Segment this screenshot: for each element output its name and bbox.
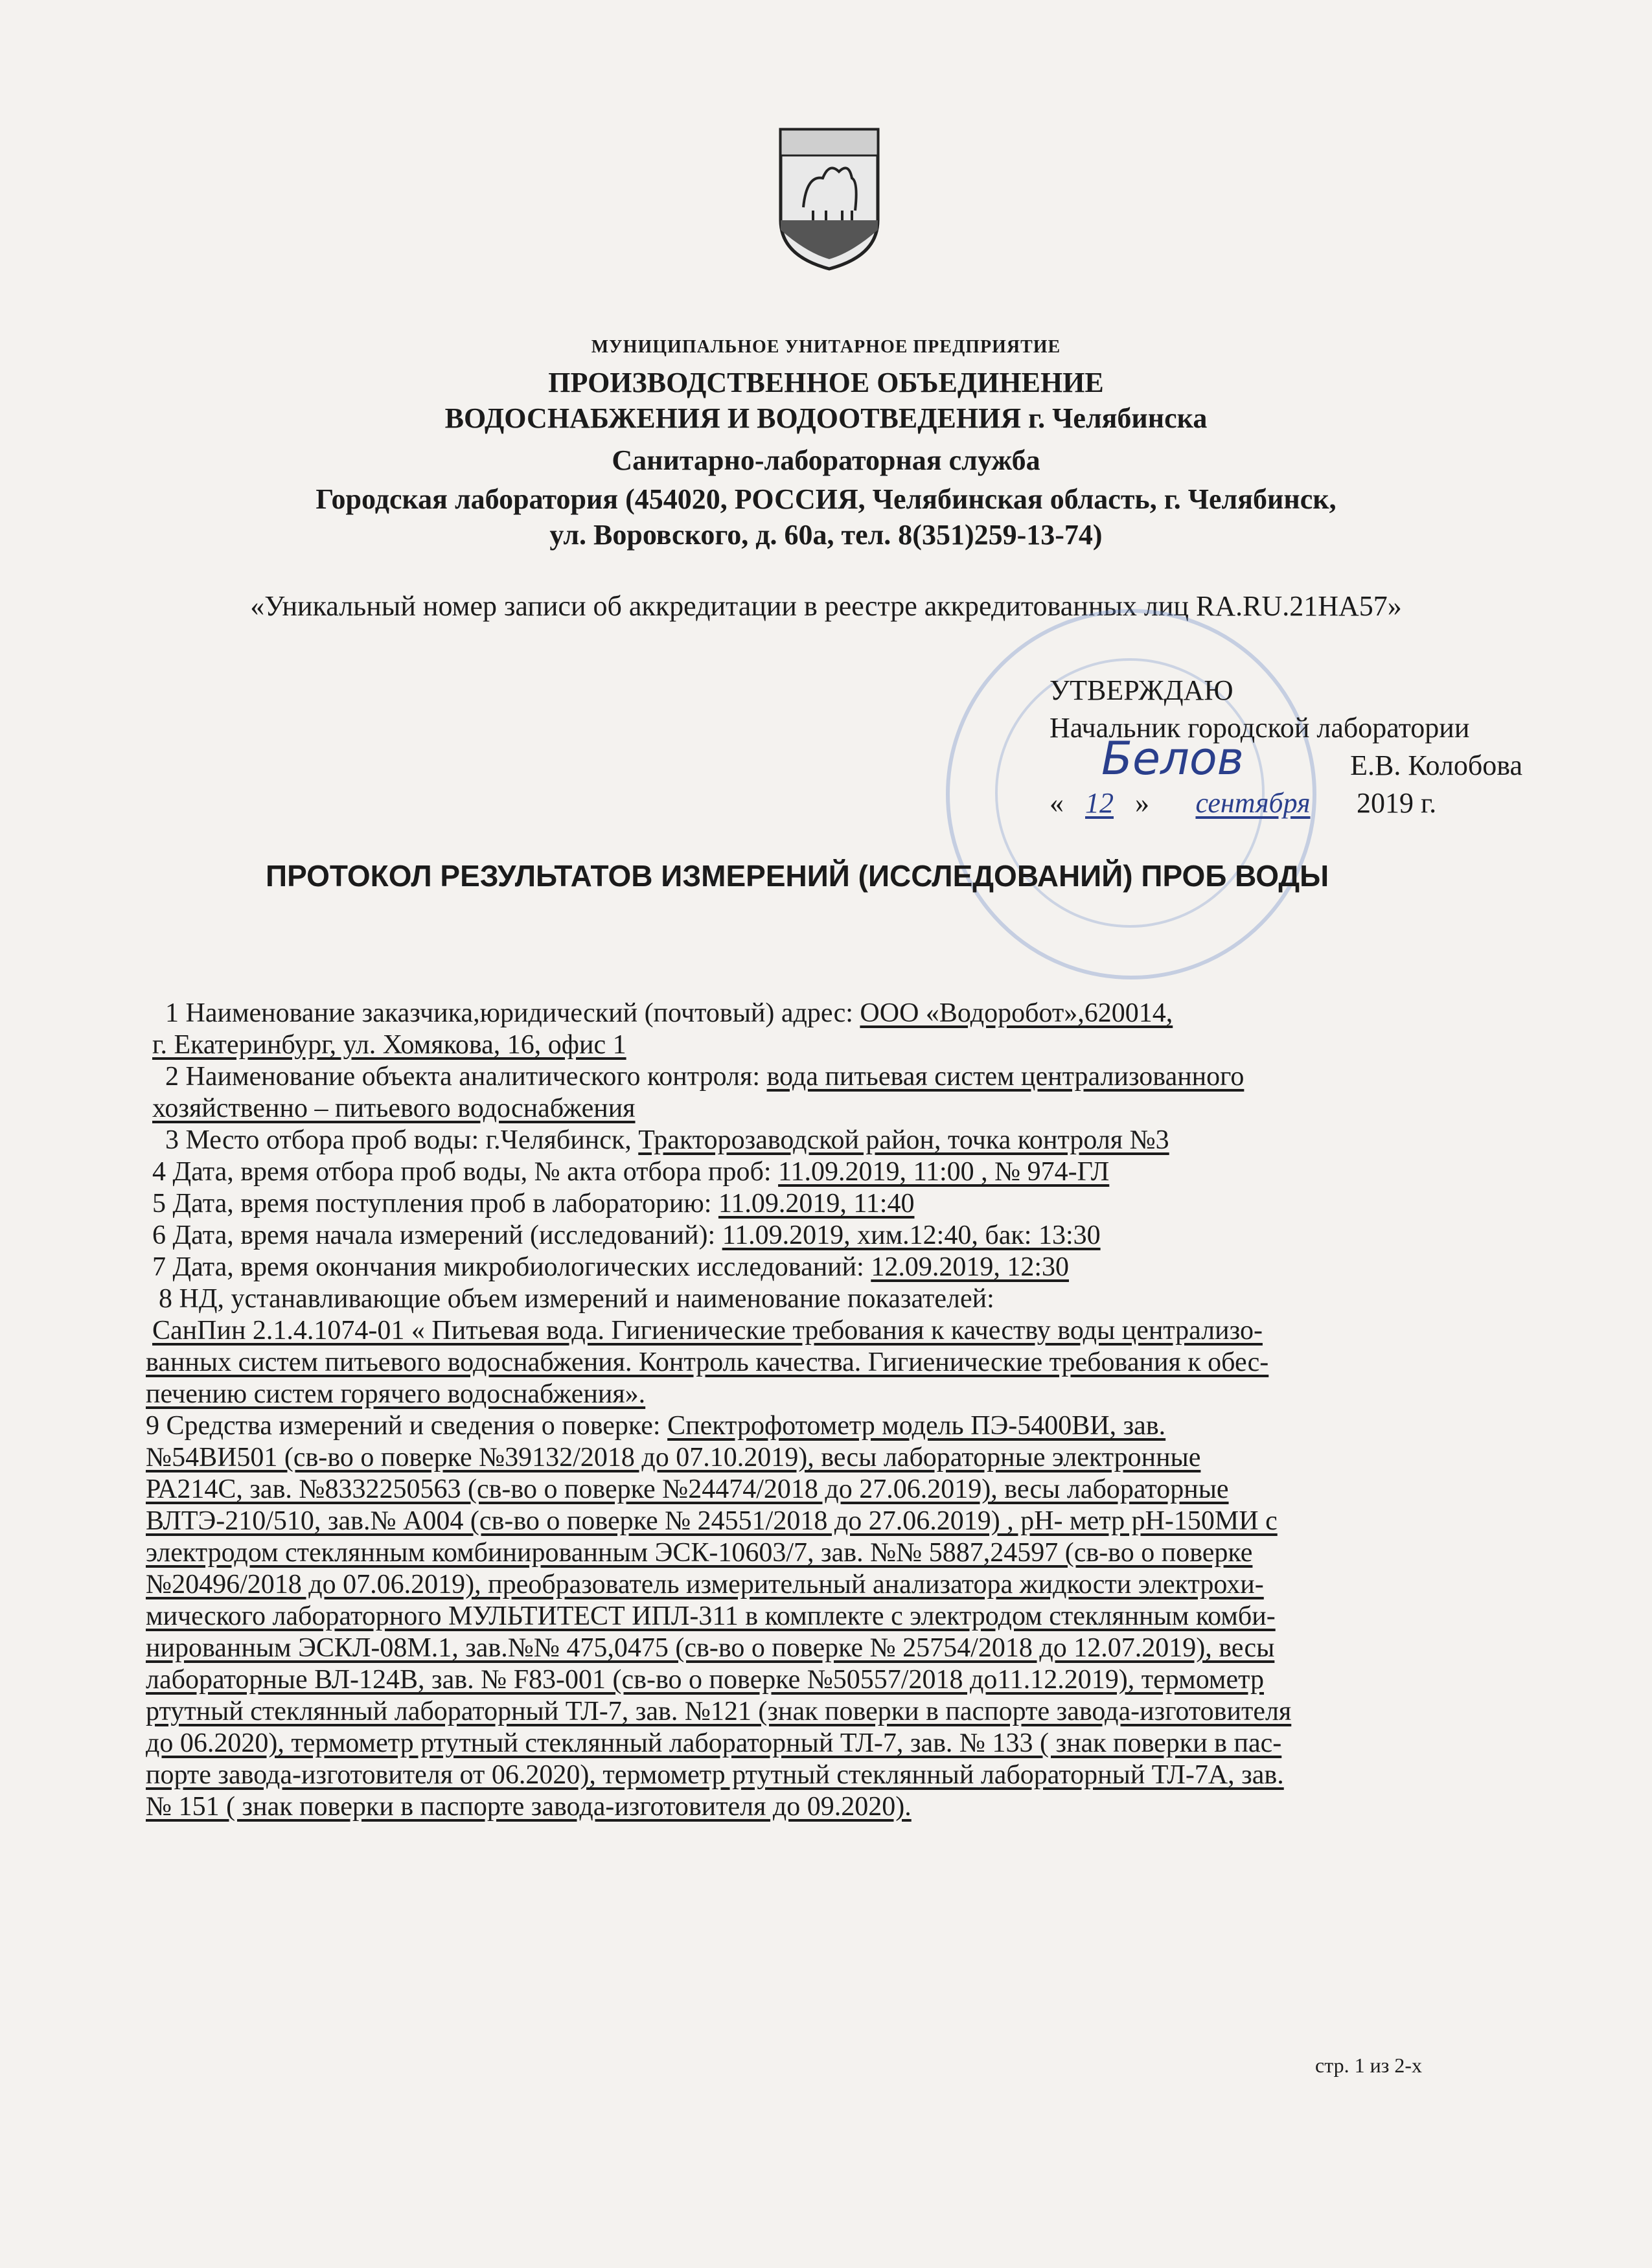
item-9-line5: электродом стеклянным комбинированным ЭСК-10603/7, зав. №№ 5887,24597 (св-во о поверке [146,1538,1253,1568]
item-9-line12: порте завода-изготовителя от 06.2020), термометр ртутный стеклянный лабораторный ТЛ-7А, зав. [146,1760,1284,1790]
approval-name: Е.В. Колобова [1350,750,1522,781]
item-9-line4: ВЛТЭ-210/510, зав.№ А004 (св-во о поверке № 24551/2018 до 27.06.2019) , рН- метр рН-150МИ с [146,1506,1278,1536]
item-5 [146,1188,1441,1220]
item-8 [146,1283,1441,1315]
item-1-cont [146,1029,1441,1061]
item-4-value: 11.09.2019, 11:00 , № 974-ГЛ [778,1157,1110,1187]
item-2-cont [146,1093,1441,1125]
accreditation-number: «Уникальный номер записи об аккредитации в реестре аккредитованных лиц RA.RU.21НА57» [250,590,1402,622]
item-6-label: 6 Дата, время начала измерений (исследований): [152,1220,716,1250]
item-7 [146,1252,1441,1283]
approval-date-open: « [1050,787,1064,819]
org-name-line1: ПРОИЗВОДСТВЕННОЕ ОБЪЕДИНЕНИЕ [548,367,1104,398]
item-9-line9: лабораторные ВЛ-124В, зав. № F83-001 (св-во о поверке №50557/2018 до11.12.2019), термометр [146,1665,1264,1695]
coat-of-arms-emblem [774,123,884,272]
lab-address-line2: ул. Воровского, д. 60а, тел. 8(351)259-13-74) [549,519,1103,551]
item-4 [146,1156,1441,1188]
item-1-value-b: г. Екатеринбург, ул. Хомякова, 16, офис 1 [152,1030,626,1060]
item-2 [146,1061,1441,1093]
item-9-line1 [146,1410,1441,1442]
approval-date [1050,786,1568,824]
item-3-value: Тракторозаводской район, точка контроля №3 [638,1125,1169,1155]
item-8-label: 8 НД, устанавливающие объем измерений и наименование показателей: [159,1284,994,1314]
item-5-value: 11.09.2019, 11:40 [718,1189,915,1219]
item-8-line2: ванных систем питьевого водоснабжения. Контроль качества. Гигиенические требования к обес- [146,1347,1269,1377]
protocol-items [146,998,1441,1823]
item-2-label: 2 Наименование объекта аналитического контроля: [165,1062,761,1092]
item-1 [146,998,1441,1029]
page-number: стр. 1 из 2-х [1315,2054,1422,2077]
approval-day: 12 [1085,787,1114,819]
approval-year: 2019 г. [1357,787,1437,819]
item-9-line7: мического лабораторного МУЛЬТИТЕСТ ИПЛ-311 в комплекте с электродом стеклянным комби- [146,1601,1276,1631]
org-type: МУНИЦИПАЛЬНОЕ УНИТАРНОЕ ПРЕДПРИЯТИЕ [591,337,1061,357]
item-4-label: 4 Дата, время отбора проб воды, № акта отбора проб: [152,1157,772,1187]
item-9-line13: № 151 ( знак поверки в паспорте завода-изготовителя до 09.2020). [146,1792,912,1822]
item-2-value-a: вода питьевая систем централизованного [766,1062,1245,1092]
item-9-line6: №20496/2018 до 07.06.2019), преобразователь измерительный анализатора жидкости электрохи- [146,1570,1264,1599]
item-9-line2: №54ВИ501 (св-во о поверке №39132/2018 до 07.10.2019), весы лабораторные электронные [146,1443,1201,1472]
item-8-line1: СанПин 2.1.4.1074-01 « Питьевая вода. Гигиенические требования к качеству воды централизо- [152,1316,1263,1346]
item-9-line11: до 06.2020), термометр ртутный стеклянный лабораторный ТЛ-7, зав. № 133 ( знак поверки в пас- [146,1728,1282,1758]
item-6 [146,1220,1441,1252]
item-7-label: 7 Дата, время окончания микробиологических исследований: [152,1252,864,1282]
item-8-line3: печению систем горячего водоснабжения». [146,1379,646,1409]
approval-date-mid: » [1135,787,1149,819]
item-5-label: 5 Дата, время поступления проб в лабораторию: [152,1189,712,1219]
document-title: ПРОТОКОЛ РЕЗУЛЬТАТОВ ИЗМЕРЕНИЙ (ИССЛЕДОВАНИЙ) ПРОБ ВОДЫ [266,859,1329,893]
item-2-value-b: хозяйственно – питьевого водоснабжения [152,1094,636,1123]
approval-month: сентября [1195,787,1311,819]
item-7-value: 12.09.2019, 12:30 [871,1252,1069,1282]
item-1-value-a: ООО «Водоробот»,620014, [860,998,1173,1028]
approval-position: Начальник городской лаборатории [1050,712,1470,744]
item-9-line3: РА214С, зав. №8332250563 (св-во о поверке №24474/2018 до 27.06.2019), весы лабораторные [146,1474,1229,1504]
item-9-label: 9 Средства измерений и сведения о поверке: [146,1411,661,1441]
item-3-label: 3 Место отбора проб воды: г.Челябинск, [165,1125,632,1155]
approval-title: УТВЕРЖДАЮ [1050,674,1233,706]
service-name: Санитарно-лабораторная служба [612,444,1040,476]
item-1-label: 1 Наименование заказчика,юридический (почтовый) адрес: [165,998,853,1028]
handwritten-signature: Белов [1101,732,1244,785]
item-9-line8: нированным ЭСКЛ-08М.1, зав.№№ 475,0475 (св-во о поверке № 25754/2018 до 12.07.2019), весы [146,1633,1275,1663]
item-9-value-start: Спектрофотометр модель ПЭ-5400ВИ, зав. [667,1411,1166,1441]
item-6-value: 11.09.2019, хим.12:40, бак: 13:30 [722,1220,1101,1250]
item-9-line10: ртутный стеклянный лабораторный ТЛ-7, зав. №121 (знак поверки в паспорте завода-изготовителя [146,1697,1292,1726]
item-3 [146,1125,1441,1156]
org-name-line2: ВОДОСНАБЖЕНИЯ И ВОДООТВЕДЕНИЯ г. Челябинска [444,402,1208,434]
lab-address-line1: Городская лаборатория (454020, РОССИЯ, Челябинская область, г. Челябинск, [315,483,1337,515]
